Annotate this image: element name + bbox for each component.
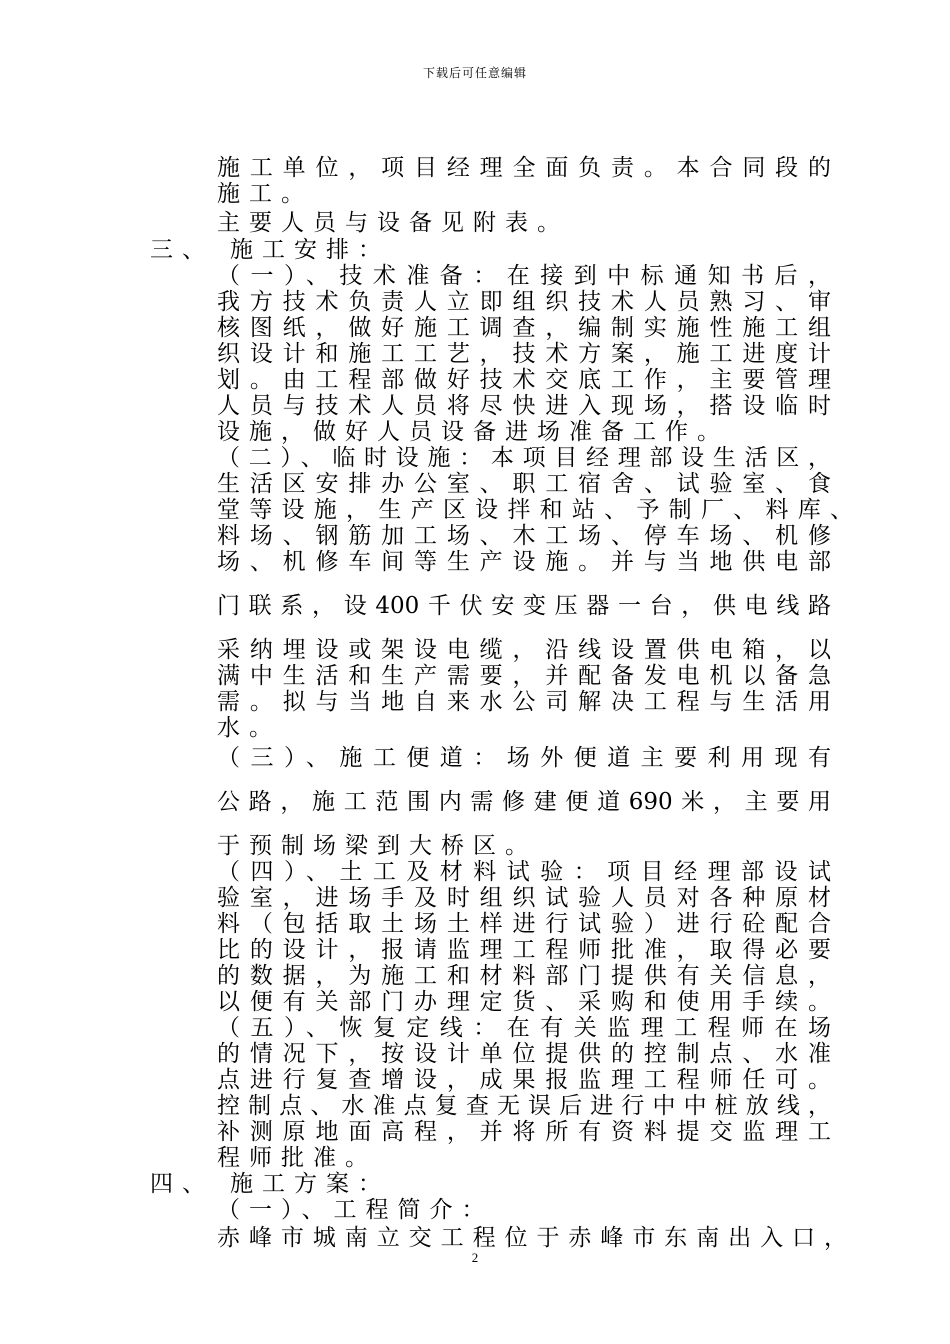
text-line: 划。由工程部做好技术交底工作，主要管理 — [217, 367, 831, 393]
section-heading — [150, 237, 390, 263]
section-number: 三、 — [150, 237, 214, 263]
text-line: （三）、施工便道：场外便道主要利用现有 — [217, 745, 831, 771]
text-line: 验室，进场手及时组织试验人员对各种原材 — [217, 885, 831, 911]
text-line: （二）、临时设施：本项目经理部设生活区， — [217, 445, 831, 471]
text-line: 主要人员与设备见附表。 — [217, 210, 569, 236]
text-line: 料场、钢筋加工场、木工场、停车场、机修 — [217, 523, 831, 549]
text-line: （四）、土工及材料试验：项目经理部设试 — [217, 859, 831, 885]
text-line: 核图纸，做好施工调查，编制实施性施工组 — [217, 315, 831, 341]
text-line: 点进行复查增设，成果报监理工程师任可。 — [217, 1067, 831, 1093]
page-header: 下载后可任意编辑 — [422, 66, 527, 80]
text-line: 补测原地面高程，并将所有资料提交监理工 — [217, 1119, 831, 1145]
text-line: 织设计和施工工艺，技术方案，施工进度计 — [217, 341, 831, 367]
text-line: 比的设计，报请监理工程师批准，取得必要 — [217, 937, 831, 963]
text-line: 程师批准。 — [217, 1145, 377, 1171]
text-line: 水。 — [217, 715, 281, 741]
text-line: 采纳埋设或架设电缆，沿线设置供电箱，以 — [217, 637, 831, 663]
text-line: 的情况下，按设计单位提供的控制点、水准 — [217, 1041, 831, 1067]
text-line: 满中生活和生产需要，并配备发电机以备急 — [217, 663, 831, 689]
section-title: 施工方案： — [230, 1171, 390, 1197]
text-line: 设施，做好人员设备进场准备工作。 — [217, 419, 729, 445]
text-line: 公路，施工范围内需修建便道690米，主要用 — [217, 789, 831, 815]
text-line: 以便有关部门办理定货、采购和使用手续。 — [217, 989, 831, 1015]
section-heading — [150, 1171, 390, 1197]
text-line: 赤峰市城南立交工程位于赤峰市东南出入口， — [217, 1225, 847, 1251]
text-line: 需。拟与当地自来水公司解决工程与生活用 — [217, 689, 831, 715]
text-line: 控制点、水准点复查无误后进行中中桩放线， — [217, 1093, 831, 1119]
text-line: 堂等设施，生产区设拌和站、予制厂、料库、 — [217, 497, 853, 523]
section-title: 施工安排： — [230, 237, 390, 263]
text-line: （一）、技术准备：在接到中标通知书后， — [217, 263, 831, 289]
page-number: 2 — [471, 1250, 479, 1265]
text-line: （五）、恢复定线：在有关监理工程师在场 — [217, 1015, 831, 1041]
text-line: 人员与技术人员将尽快进入现场，搭设临时 — [217, 393, 831, 419]
text-line: （一）、工程简介： — [217, 1197, 494, 1223]
text-line: 料（包括取土场土样进行试验）进行砼配合 — [217, 911, 831, 937]
text-line: 我方技术负责人立即组织技术人员熟习、审 — [217, 289, 831, 315]
text-line: 的数据，为施工和材料部门提供有关信息， — [217, 963, 831, 989]
text-line: 于预制场梁到大桥区。 — [217, 833, 537, 859]
text-line: 施工单位，项目经理全面负责。本合同段的 — [217, 155, 831, 181]
text-line: 场、机修车间等生产设施。并与当地供电部 — [217, 549, 831, 575]
text-line: 生活区安排办公室、职工宿舍、试验室、食 — [217, 471, 831, 497]
text-line: 门联系，设400千伏安变压器一台，供电线路 — [217, 593, 831, 619]
section-number: 四、 — [150, 1171, 214, 1197]
text-line: 施工。 — [217, 181, 313, 207]
